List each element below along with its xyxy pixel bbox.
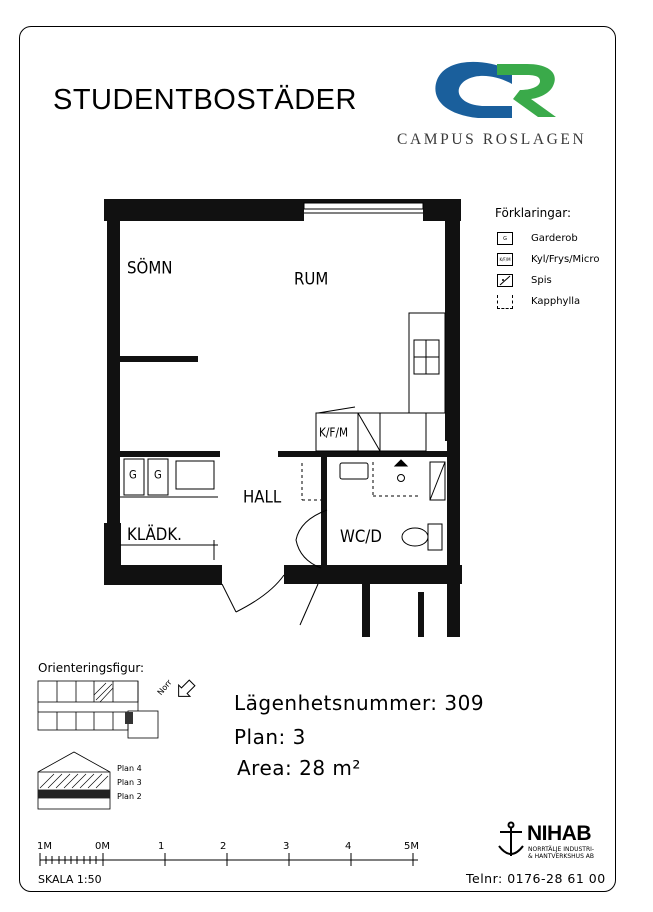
toilet-bowl (402, 528, 428, 546)
floor-label-4: Plan 4 (117, 764, 142, 773)
apartment-plan: Plan: 3 (234, 725, 306, 749)
garderob-symbol: G (497, 232, 513, 245)
wall-left (107, 221, 120, 523)
wall-top-right (423, 199, 461, 221)
scale-label: 4 (345, 841, 352, 852)
anchor-icon (499, 823, 523, 857)
toilet-tank (428, 524, 442, 550)
apartment-number: Lägenhetsnummer: 309 (234, 691, 485, 715)
orientation-title: Orienteringsfigur: (38, 661, 145, 675)
apartment-area: Area: 28 m² (237, 756, 361, 780)
wall-interior-right (278, 451, 448, 457)
wall-stub-1 (362, 584, 370, 637)
wall-stub-2 (418, 592, 424, 637)
company-sub-2: & HANTVERKSHUS AB (528, 853, 595, 860)
window-top (304, 199, 423, 203)
legend-title: Förklaringar: (495, 206, 571, 220)
shower-drain (398, 475, 405, 482)
page-title: STUDENTBOSTÄDER (53, 84, 357, 116)
floor-stack-figure (38, 752, 110, 809)
scale-label: 5M (404, 841, 419, 852)
wardrobe-label-2: G (154, 469, 162, 482)
north-label: Norr (155, 677, 174, 698)
scale-label: 0M (95, 841, 110, 852)
window-frame (304, 203, 423, 209)
room-rum: RUM (294, 268, 329, 290)
kfm-label: K/F/M (319, 426, 349, 440)
company-sub-1: NORRTÄLJE INDUSTRI- (528, 846, 595, 853)
scale-label: 3 (283, 841, 290, 852)
kfm-symbol: K/F/M (497, 253, 513, 266)
orientation-marker (125, 712, 133, 724)
north-arrow-icon (173, 677, 198, 702)
wall-bottom-right (284, 565, 462, 584)
phone-number: Telnr: 0176-28 61 00 (466, 871, 606, 886)
door-left (222, 584, 236, 612)
wall-right-lower (447, 441, 460, 637)
hall-cabinet (176, 461, 214, 489)
room-hall: HALL (243, 486, 282, 508)
orientation-building (38, 681, 158, 738)
wall-interior-left (120, 451, 220, 457)
room-wc: WC/D (340, 525, 382, 547)
room-kladk: KLÄDK. (127, 523, 182, 545)
scale-label: 1M (37, 841, 52, 852)
scale-label: 1 (158, 841, 165, 852)
basin (340, 463, 368, 479)
partition-somn (120, 356, 198, 362)
floor-3-band (38, 790, 110, 798)
room-somn: SÖMN (127, 257, 173, 279)
wall-left-lower (104, 523, 121, 565)
wall-top-left (104, 199, 304, 221)
door-lower (300, 584, 318, 625)
wall-bottom-left (104, 565, 222, 585)
scale-bar (40, 853, 418, 866)
scale-text: SKALA 1:50 (38, 873, 102, 886)
company-name: NIHAB (527, 822, 591, 845)
wall-wc-left (321, 457, 327, 569)
wardrobe-label-1: G (129, 469, 137, 482)
wall-right (445, 221, 460, 441)
scale-label: 2 (220, 841, 227, 852)
brand-name: CAMPUS ROSLAGEN (397, 131, 587, 148)
floor-label-2: Plan 2 (117, 792, 142, 801)
floor-label-3: Plan 3 (117, 778, 142, 787)
